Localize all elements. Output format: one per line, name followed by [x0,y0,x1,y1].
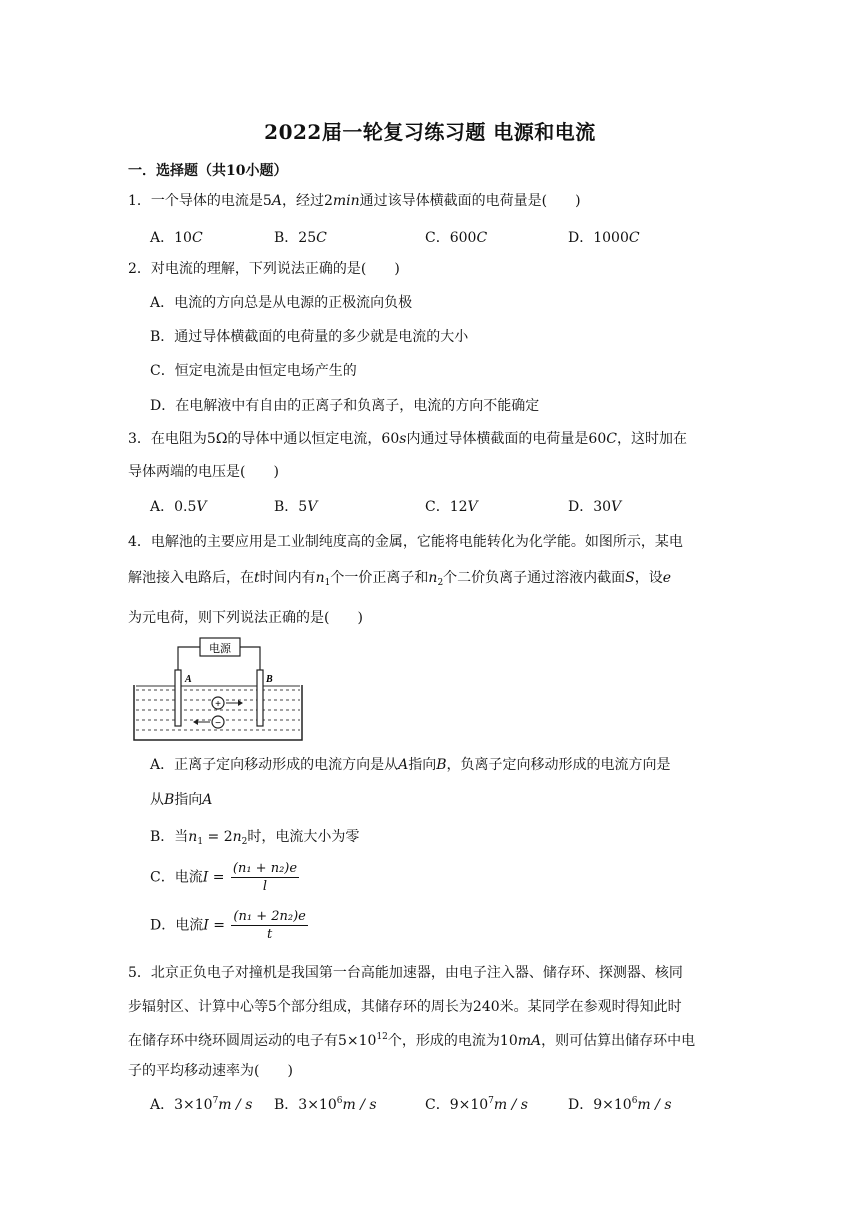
question-3-stem-line1: 3．在电阻为5Ω的导体中通以恒定电流，60s内通过导体横截面的电荷量是60C，这时加在 [128,431,687,447]
question-5-options [150,1094,750,1114]
q1-option-b[interactable]: B．25C [274,230,327,246]
q5-option-c[interactable]: C．$9\times 10^7m / s$ [425,1096,528,1113]
q4-option-d[interactable]: D．电流I = $\frac{\text{(n₁ + 2n₂)e}}{t}$ [150,909,306,942]
q3-option-b[interactable]: B．5V [274,499,318,515]
q1-option-c[interactable]: C．600C [425,230,488,246]
q5-option-a[interactable]: A．$3\times 10^7m / s$ [150,1096,253,1113]
question-1-stem: 1．一个导体的电流是5A，经过2min通过该导体横截面的电荷量是( ) [128,193,581,209]
q2-option-b[interactable]: B．通过导体横截面的电荷量的多少就是电流的大小 [150,329,469,345]
question-5-stem-line3: 在储存环中绕环圆周运动的电子有$5\times 10^{12}$个，形成的电流为10mA，则可估算出储存环中电 [128,1032,696,1049]
left-wire [178,647,200,670]
electrode-b [257,670,263,726]
q4-option-a-line1[interactable]: A．正离子定向移动形成的电流方向是从A指向B，负离子定向移动形成的电流方向是 [150,757,671,773]
document-title: 2022届一轮复习练习题 电源和电流 [264,120,596,144]
negative-arrow-head [193,719,198,725]
electrode-a-label: A [185,674,192,685]
q2-option-a[interactable]: A．电流的方向总是从电源的正极流向负极 [150,295,413,311]
power-supply-label: 电源 [209,643,231,655]
question-4-stem-line1: 4．电解池的主要应用是工业制纯度高的金属，它能将电能转化为化学能。如图所示，某电 [128,534,683,550]
question-3-options [150,496,750,516]
q3-option-d[interactable]: D．30V [568,499,622,515]
q2-option-c[interactable]: C．恒定电流是由恒定电场产生的 [150,363,357,379]
question-4-stem-line2: 解池接入电路后，在t时间内有$n_1$个一价正离子和$n_2$个二价负离子通过溶液内截面S，设e [128,570,672,588]
question-3-stem-line2: 导体两端的电压是( ) [128,464,279,480]
question-1-options [150,227,750,247]
electrolytic-cell-figure [132,630,307,745]
question-5-stem-line1: 5．北京正负电子对撞机是我国第一台高能加速器，由电子注入器、储存环、探测器、核同 [128,965,683,981]
positive-arrow-head [238,700,243,706]
electrode-a [175,670,181,726]
q4-option-a-line2[interactable]: 从B指向A [150,792,213,808]
positive-ion-sign: + [215,699,221,710]
q5-option-d[interactable]: D．$9\times 10^6m / s$ [568,1096,672,1113]
question-4-stem-line3: 为元电荷，则下列说法正确的是( ) [128,610,363,626]
tank-outline [134,685,302,740]
q5-option-b[interactable]: B．$3\times 10^6m / s$ [274,1096,377,1113]
negative-ion-sign: − [215,718,221,729]
electrode-b-label: B [266,674,273,685]
q4-option-c[interactable]: C．电流I = $\frac{\text{(n₁ + n₂)e}}{l}$ [150,861,298,894]
q1-option-d[interactable]: D．1000C [568,230,640,246]
q3-option-a[interactable]: A．0.5V [150,499,207,515]
question-5-stem-line2: 步辐射区、计算中心等5个部分组成，其储存环的周长为240米。某同学在参观时得知此时 [128,999,682,1015]
q4-option-c-fraction: $\frac{\text{(n₁ + n₂)e}}{l}$ [232,861,298,894]
q4-option-b[interactable]: B．当$n_1 = 2n_2$时，电流大小为零 [150,829,360,847]
question-5-stem-line4: 子的平均移动速率为( ) [128,1063,293,1079]
q2-option-d[interactable]: D．在电解液中有自由的正离子和负离子，电流的方向不能确定 [150,398,540,414]
section-heading: 一．选择题（共10小题） [128,163,288,179]
q1-option-a[interactable]: A．10C [150,230,203,246]
question-2-stem: 2．对电流的理解，下列说法正确的是( ) [128,261,400,277]
q3-option-c[interactable]: C．12V [425,499,478,515]
right-wire [240,647,260,670]
q4-option-d-fraction: $\frac{\text{(n₁ + 2n₂)e}}{t}$ [233,909,306,942]
